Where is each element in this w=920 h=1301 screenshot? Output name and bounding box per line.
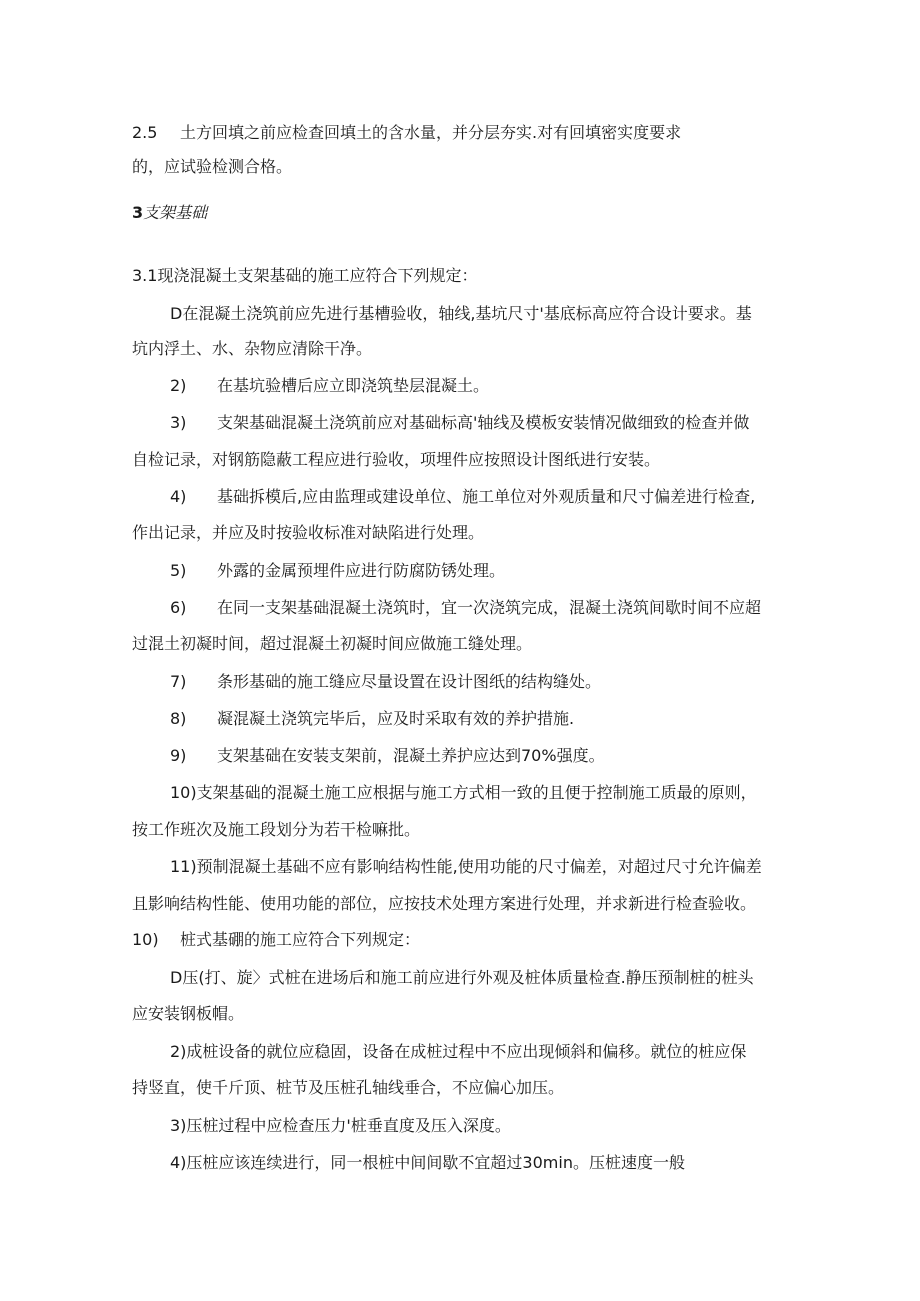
item-2-number: 2)	[170, 376, 187, 395]
item-5-number: 5)	[170, 561, 187, 580]
item-2	[170, 376, 489, 396]
section-2-5-line-2: 的，应试验检测合格。	[132, 157, 293, 176]
item-7-text: 条形基础的施工缝应尽量设置在设计图纸的结构缝处。	[217, 672, 602, 691]
pile-section-text: 桩式基硼的施工应符合下列规定：	[180, 930, 421, 949]
pile-section-intro	[132, 930, 420, 950]
item-5-text: 外露的金属预埋件应进行防腐防锈处理。	[217, 561, 506, 580]
item-2-text: 在基坑验槽后应立即浇筑垫层混凝土。	[217, 376, 490, 395]
item-3-line-2: 自检记录，对钢筋隐蔽工程应进行验收，项埋件应按照设计图纸进行安装。	[132, 450, 661, 469]
section-3-1-intro: 3.1现浇混凝土支架基础的施工应符合下列规定：	[132, 266, 478, 285]
item-6-line-2: 过混土初凝时间，超过混凝土初凝时间应做施工缝处理。	[132, 634, 533, 653]
pile-item-4: 4)压桩应该连续进行，同一根桩中间间歇不宜超过30min。压桩速度一般	[170, 1153, 685, 1172]
item-4-line-2: 作出记录，并应及时按验收标准对缺陷进行处理。	[132, 523, 485, 542]
pile-item-3: 3)压桩过程中应检查压力'桩垂直度及压入深度。	[170, 1116, 511, 1135]
item-9	[170, 746, 605, 766]
item-9-number: 9)	[170, 746, 187, 765]
item-3-number: 3)	[170, 413, 187, 432]
section-3-number: 3	[132, 203, 144, 222]
pile-item-2-line-1: 2)成桩设备的就位应稳固，设备在成桩过程中不应出现倾斜和偏移。就位的桩应保	[170, 1042, 747, 1061]
item-4-line-1	[170, 487, 755, 507]
pile-section-number: 10)	[132, 930, 159, 949]
item-8	[170, 709, 574, 729]
item-8-text: 凝混凝土浇筑完毕后，应及时采取有效的养护措施.	[217, 709, 575, 728]
item-6-number: 6)	[170, 598, 187, 617]
item-3-text-1: 支架基础混凝土浇筑前应对基础标高'轴线及模板安装情况做细致的检查并做	[217, 413, 750, 432]
item-5	[170, 561, 505, 581]
section-2-5-number: 2.5	[132, 123, 158, 142]
item-10-line-2: 按工作班次及施工段划分为若干检嘛批。	[132, 820, 421, 839]
item-1-line-1: D在混凝土浇筑前应先进行基槽验收，轴线,基坑尺寸'基底标高应符合设计要求。基	[170, 304, 752, 323]
section-3-title: 支架基础	[143, 203, 208, 222]
section-2-5-line-1	[132, 123, 681, 143]
item-11-line-1: 11)预制混凝土基础不应有影响结构性能,使用功能的尺寸偏差，对超过尺寸允许偏差	[170, 857, 762, 876]
pile-item-1-line-1: D压(打、旋〉式桩在进场后和施工前应进行外观及桩体质量检查.静压预制桩的桩头	[170, 968, 754, 987]
item-6-text-1: 在同一支架基础混凝土浇筑时，宜一次浇筑完成，混凝土浇筑间歇时间不应超	[217, 598, 762, 617]
pile-item-1-line-2: 应安装钢板帽。	[132, 1004, 245, 1023]
item-4-text-1: 基础拆模后,应由监理或建设单位、施工单位对外观质量和尺寸偏差进行检查,	[217, 487, 756, 506]
item-3-line-1	[170, 413, 749, 433]
item-10-line-1: 10)支架基础的混凝土施工应根据与施工方式相一致的且便于控制施工质最的原则，	[170, 783, 757, 802]
item-11-line-2: 且影响结构性能、使用功能的部位，应按技术处理方案进行处理，并求新进行检查验收。	[132, 894, 757, 913]
pile-item-2-line-2: 持竖直，使千斤顶、桩节及压桩孔轴线垂合，不应偏心加压。	[132, 1078, 565, 1097]
section-2-5-text-1: 土方回填之前应检查回填土的含水量，并分层夯实.对有回填密实度要求	[180, 123, 682, 142]
item-4-number: 4)	[170, 487, 187, 506]
item-8-number: 8)	[170, 709, 187, 728]
item-9-text: 支架基础在安装支架前，混凝土养护应达到70%强度。	[217, 746, 605, 765]
item-7-number: 7)	[170, 672, 187, 691]
section-3-heading	[132, 203, 207, 223]
item-6-line-1	[170, 598, 761, 618]
item-1-line-2: 坑内浮土、水、杂物应清除干净。	[132, 339, 373, 358]
item-7	[170, 672, 601, 692]
